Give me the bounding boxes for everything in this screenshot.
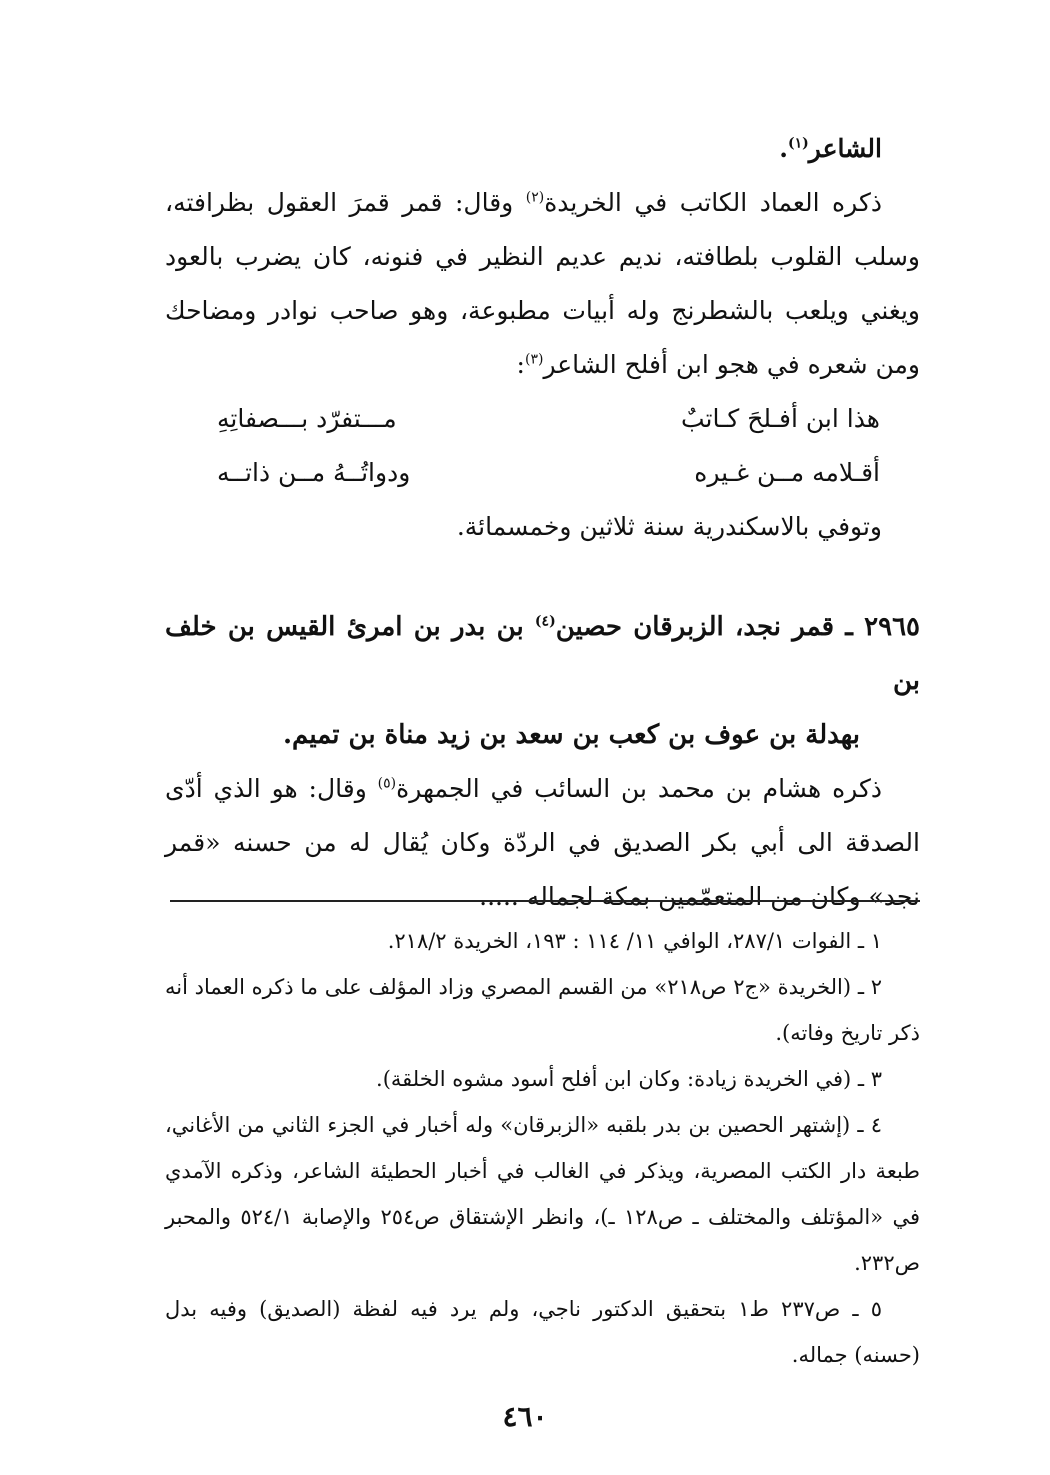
paragraph-imad xyxy=(165,176,920,392)
entry-heading-continued: بهدلة بن عوف بن كعب بن سعد بن زيد مناة بن تميم. xyxy=(283,720,860,750)
continuation-line xyxy=(165,122,920,176)
text-run: : xyxy=(516,350,525,379)
main-text xyxy=(165,122,920,924)
text-run: ذكره هشام بن محمد بن السائب في الجمهرة xyxy=(396,774,882,803)
footnote-ref: (٥) xyxy=(377,775,397,792)
verse-hemistich-first: هذا ابن أفـلحَ كـاتبٌ xyxy=(680,404,880,433)
footnote-ref: (١) xyxy=(788,135,809,152)
footnote-1: ١ ـ الفوات ٢٨٧/١، الوافي ١١/ ١١٤ : ١٩٣، الخريدة ٢١٨/٢. xyxy=(387,929,882,953)
verse-line-1 xyxy=(217,392,880,446)
verse-line-2 xyxy=(217,446,880,500)
verse-hemistich-second: مـــتفرّد بـــصفاتِهِ xyxy=(217,404,397,433)
entry-heading xyxy=(165,600,920,708)
footnote-ref: (٢) xyxy=(525,189,545,206)
footnote-ref: (٤) xyxy=(534,613,556,630)
paragraph-death: وتوفي بالاسكندرية سنة ثلاثين وخمسمائة. xyxy=(456,512,882,541)
footnote-2: ٢ ـ (الخريدة «ج٢ ص٢١٨» من القسم المصري وزاد المؤلف على ما ذكره العماد أنه ذكر تاريخ وفاته). xyxy=(165,975,920,1045)
text-run: ٢٩٦٥ ـ قمر نجد، الزبرقان حصين xyxy=(555,612,921,642)
text-run: وقال: هو الذي أدّى الصدقة الى أبي بكر الصديق في الردّة وكان يُقال له من حسنه «قمر نجد» وكان من المتعمّمين بمكة لجماله ..... xyxy=(165,774,920,911)
text-run: . xyxy=(779,134,789,163)
text-run: بن بدر بن امرئ القيس بن خلف بن xyxy=(165,612,920,696)
footnote-separator xyxy=(170,900,920,902)
verse-hemistich-second: ودواتُــهُ مــن ذاتــه xyxy=(217,458,411,487)
footnote-ref: (٣) xyxy=(524,351,544,368)
text-run: الشاعر xyxy=(808,134,882,163)
text-run: ذكره العماد الكاتب في الخريدة xyxy=(544,188,882,217)
text-run: وقال: قمر قمرَ العقول بظرافته، وسلب القلوب بلطافته، نديم عديم النظير في فنونه، كان يضرب بالعود ويغني ويلعب بالشطرنج وله أبيات مطبوعة، وهو صاحب نوادر ومضاحك ومن شعره في هجو ابن أفلح الشاعر xyxy=(165,188,920,379)
verse-hemistich-first: أقـلامه مــن غـيره xyxy=(694,458,880,487)
footnotes xyxy=(165,918,920,1378)
page-number: ٤٦٠ xyxy=(502,1400,548,1433)
footnote-4: ٤ ـ (إشتهر الحصين بن بدر بلقبه «الزبرقان» وله أخبار في الجزء الثاني من الأغاني، طبعة دار الكتب المصرية، ويذكر في الغالب في أخبار الحطيئة الشاعر، وذكره الآمدي في «المؤتلف والمختلف ـ ص١٢٨ ـ)، وانظر الإشتقاق ص٢٥٤ والإصابة ٥٢٤/١ والمحبر ص٢٣٢. xyxy=(165,1113,920,1275)
footnote-5: ٥ ـ ص٢٣٧ ط١ بتحقيق الدكتور ناجي، ولم يرد فيه لفظة (الصديق) وفيه بدل (حسنه) جماله. xyxy=(165,1297,920,1367)
footnote-3: ٣ ـ (في الخريدة زيادة: وكان ابن أفلح أسود مشوه الخلقة). xyxy=(376,1067,882,1091)
